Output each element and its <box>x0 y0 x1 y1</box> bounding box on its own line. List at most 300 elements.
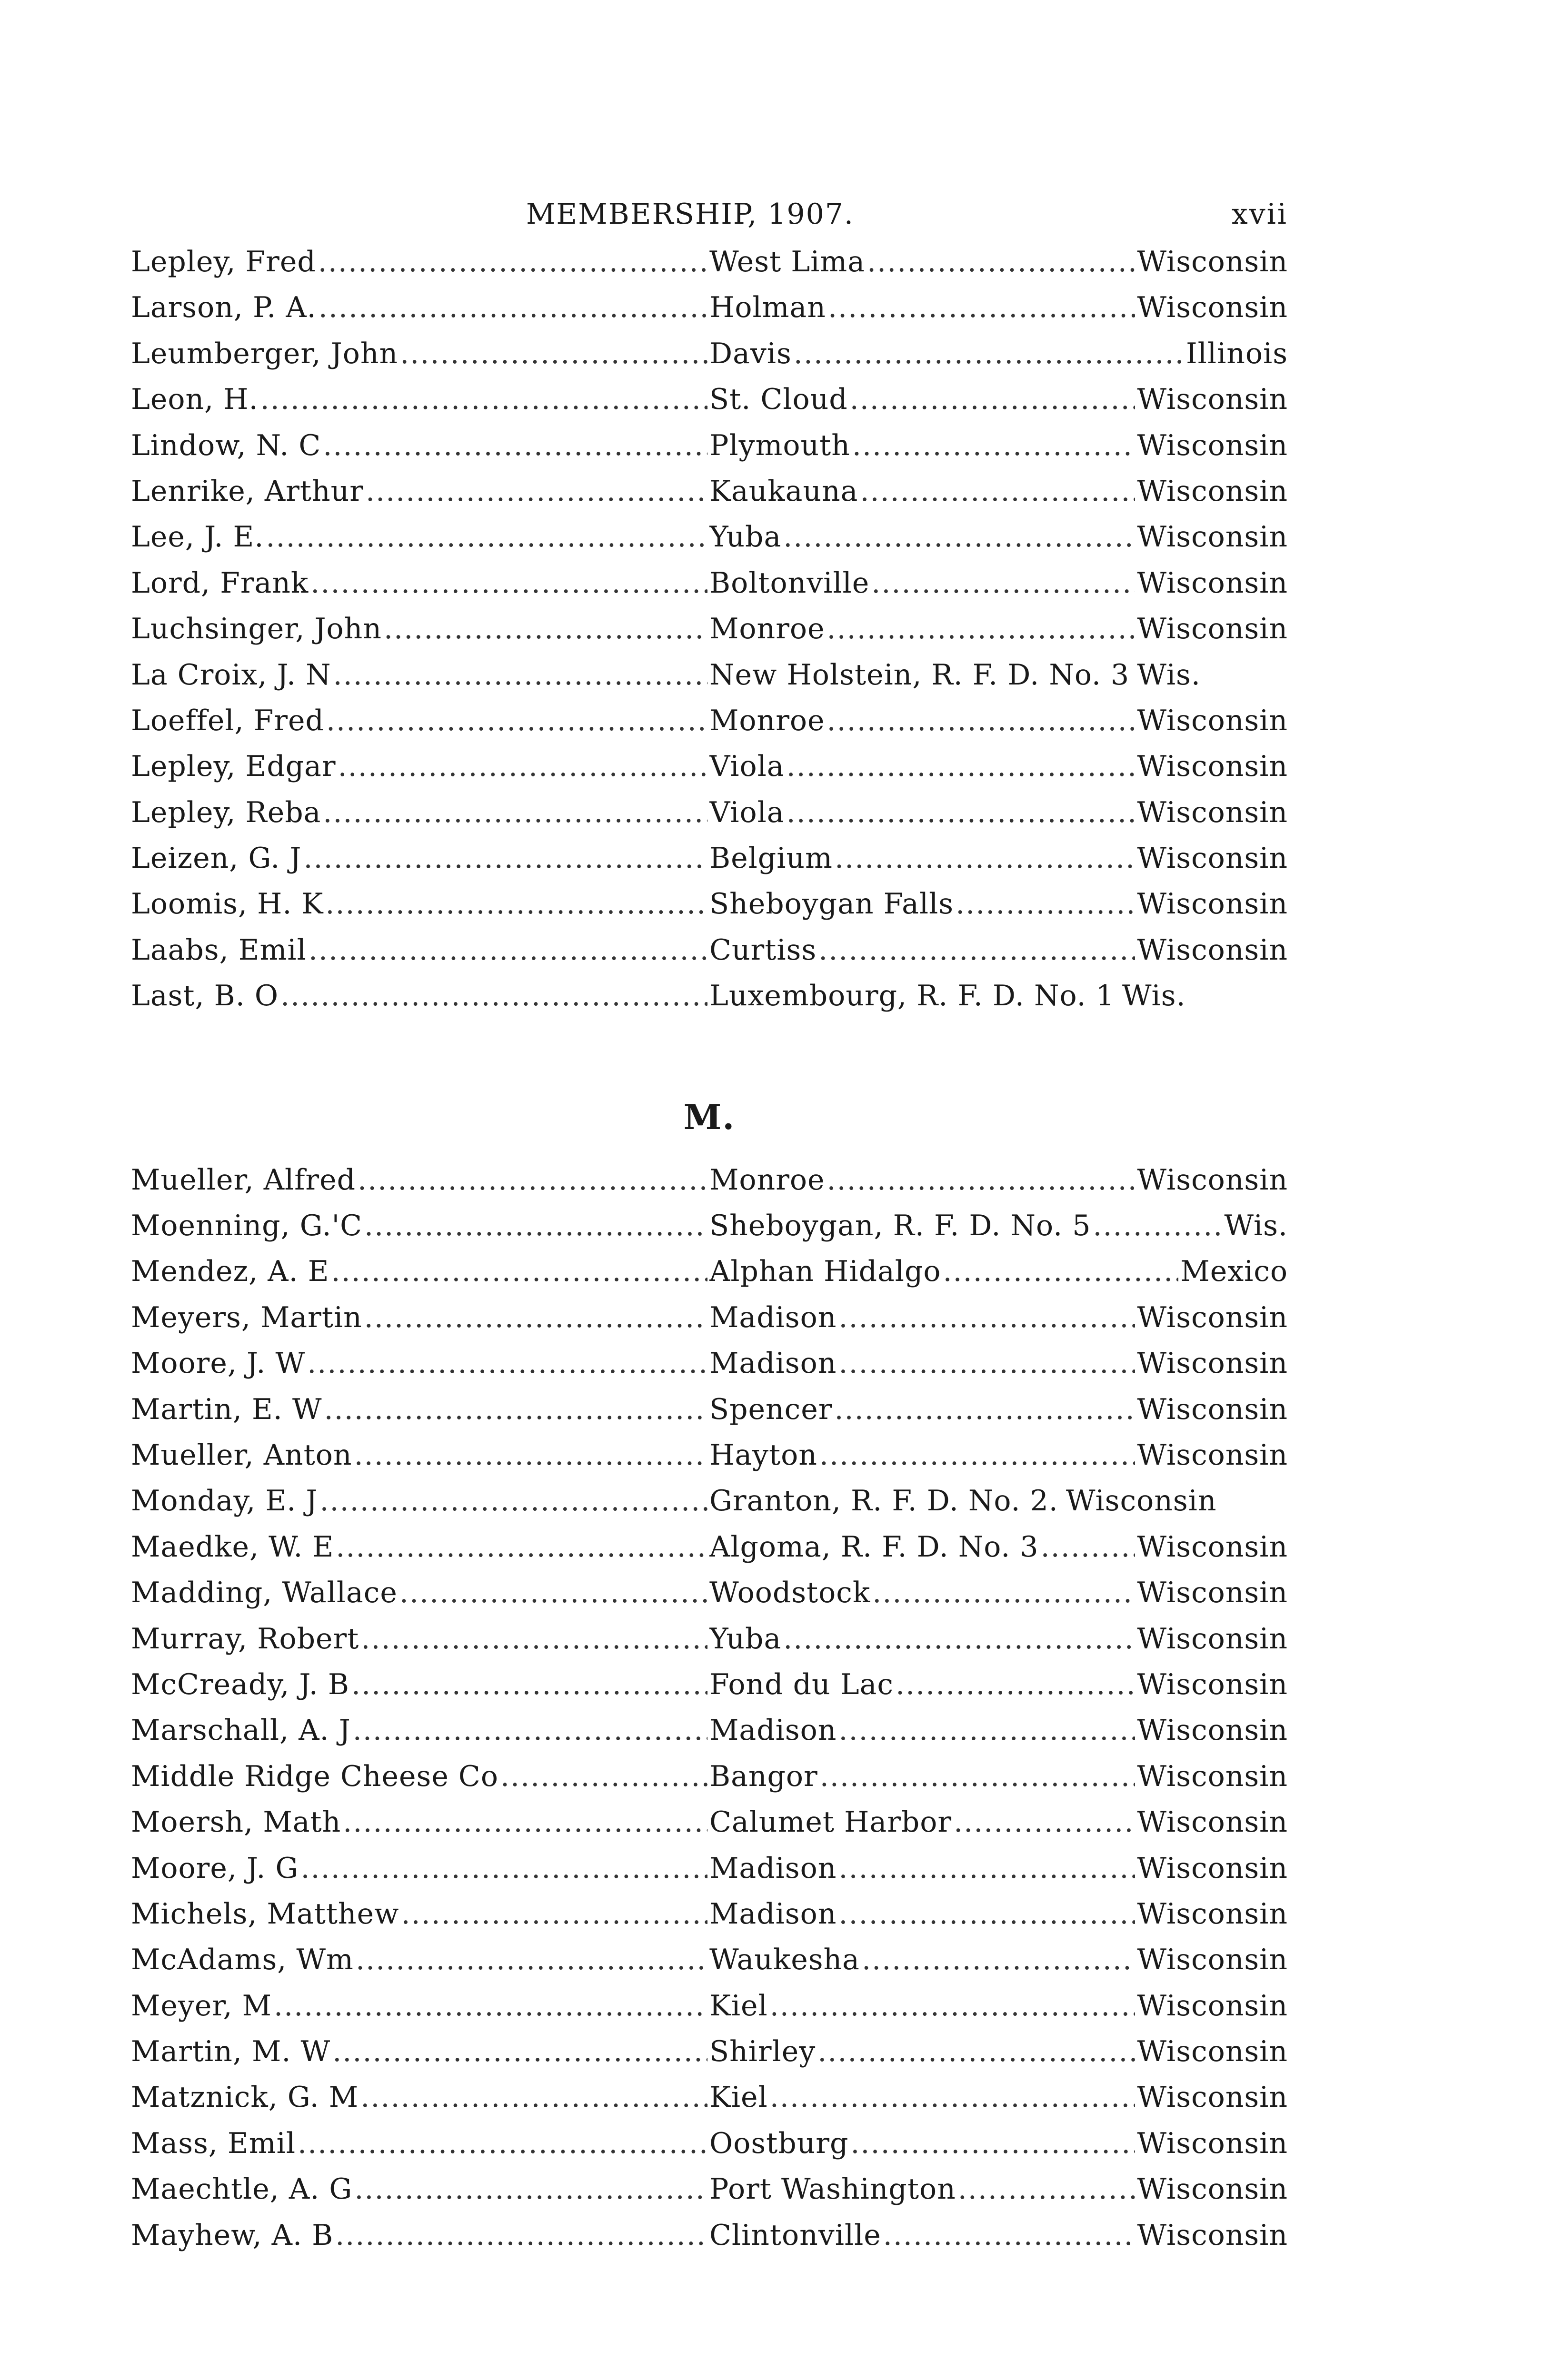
dot-leader <box>319 291 707 324</box>
member-town: Algoma, R. F. D. No. 3 <box>709 1530 1039 1564</box>
dot-leader <box>860 475 1135 508</box>
member-location-cell <box>709 1530 1288 1564</box>
member-location-cell <box>709 337 1288 370</box>
page-header <box>131 188 1288 245</box>
dot-leader <box>332 2035 707 2068</box>
member-state: Wisconsin <box>1137 1392 1288 1426</box>
dot-leader <box>783 520 1135 554</box>
member-state: Wisconsin <box>1137 383 1288 416</box>
member-name-cell <box>131 1805 709 1839</box>
member-town: Monroe <box>709 704 825 737</box>
member-row <box>131 2035 1288 2081</box>
member-name: Lindow, N. C <box>131 428 321 462</box>
member-name-cell <box>131 979 709 1012</box>
dot-leader <box>280 979 707 1012</box>
member-town: Calumet Harbor <box>709 1805 952 1839</box>
member-location-cell <box>709 245 1288 278</box>
member-name: McAdams, Wm <box>131 1943 354 1977</box>
member-row <box>131 658 1288 704</box>
member-name: Luchsinger, John <box>131 612 382 646</box>
dot-leader <box>838 1301 1135 1334</box>
member-location-cell <box>709 2172 1288 2206</box>
member-location-cell <box>709 1576 1288 1609</box>
member-name: Mueller, Alfred <box>131 1163 356 1197</box>
member-state: Wisconsin <box>1137 795 1288 829</box>
member-name-cell <box>131 2219 709 2252</box>
member-town: Madison <box>709 1714 837 1747</box>
member-location-cell <box>709 1989 1288 2023</box>
member-town: Boltonville <box>709 566 870 600</box>
member-name-cell <box>131 1989 709 2023</box>
section-l <box>131 245 1288 1025</box>
dot-leader <box>770 1989 1136 2023</box>
member-name-cell <box>131 1530 709 1564</box>
member-town: St. Cloud <box>709 383 848 416</box>
member-name-cell <box>131 1576 709 1609</box>
member-row <box>131 566 1288 612</box>
member-town: Granton, R. F. D. No. 2. <box>709 1484 1058 1518</box>
member-name-cell <box>131 704 709 737</box>
member-town: Luxembourg, R. F. D. No. 1 <box>709 979 1115 1013</box>
member-name: Lee, J. E. <box>131 520 264 554</box>
member-row <box>131 1622 1288 1668</box>
dot-leader <box>820 1760 1136 1793</box>
member-row <box>131 1897 1288 1943</box>
member-row <box>131 1347 1288 1392</box>
member-state: Wisconsin <box>1137 1163 1288 1197</box>
member-location-cell <box>709 383 1288 416</box>
dot-leader <box>787 796 1136 829</box>
member-state: Wisconsin <box>1137 1530 1288 1564</box>
member-name: Leizen, G. J <box>131 842 302 875</box>
member-town: Madison <box>709 1897 837 1931</box>
member-location-cell <box>709 520 1288 554</box>
member-town: Kaukauna <box>709 474 858 508</box>
member-row <box>131 612 1288 658</box>
member-name: Last, B. O <box>131 979 279 1013</box>
member-name-cell <box>131 658 709 692</box>
member-row <box>131 475 1288 520</box>
member-location-cell <box>709 1805 1288 1839</box>
dot-leader <box>838 1852 1135 1885</box>
member-name: Moore, J. W <box>131 1347 306 1380</box>
member-row <box>131 2081 1288 2126</box>
dot-leader <box>958 2172 1136 2206</box>
dot-leader <box>360 2081 707 2114</box>
member-state: Wisconsin <box>1137 2172 1288 2206</box>
member-name: Moenning, G.'C <box>131 1209 363 1243</box>
dot-leader <box>850 2127 1135 2160</box>
member-town: Kiel <box>709 2081 768 2114</box>
member-name-cell <box>131 1347 709 1380</box>
member-town: Madison <box>709 1851 837 1885</box>
dot-leader <box>323 796 707 829</box>
member-location-cell <box>709 1255 1288 1288</box>
dot-leader <box>335 2219 707 2252</box>
member-name-cell <box>131 1438 709 1472</box>
member-state: Wisconsin <box>1137 750 1288 783</box>
member-town: Woodstock <box>709 1576 871 1610</box>
dot-leader <box>956 887 1135 921</box>
member-location-cell <box>709 291 1288 324</box>
member-name: Michels, Matthew <box>131 1897 399 1931</box>
member-town: Monroe <box>709 1163 825 1197</box>
member-location-cell <box>709 1484 1288 1517</box>
member-name: Loeffel, Fred <box>131 704 324 737</box>
dot-leader <box>343 1805 707 1839</box>
member-state: Wisconsin <box>1137 474 1288 508</box>
member-name-cell <box>131 1668 709 1701</box>
member-name: Lepley, Reba <box>131 795 321 829</box>
dot-leader <box>828 291 1135 324</box>
member-town: Hayton <box>709 1438 817 1472</box>
member-town: West Lima <box>709 245 865 278</box>
member-name: Loomis, H. K <box>131 887 324 921</box>
dot-leader <box>852 429 1136 462</box>
member-location-cell <box>709 1209 1288 1242</box>
member-town: Oostburg <box>709 2126 849 2160</box>
member-state: Illinois <box>1185 337 1288 370</box>
member-name-cell <box>131 1209 709 1242</box>
member-location-cell <box>709 750 1288 783</box>
member-location-cell <box>709 933 1288 967</box>
member-state: Wisconsin <box>1137 1347 1288 1380</box>
member-name-cell <box>131 1897 709 1931</box>
dot-leader <box>307 1347 707 1380</box>
member-row <box>131 2219 1288 2264</box>
member-row <box>131 429 1288 475</box>
dot-leader <box>274 1989 707 2023</box>
member-state: Wisconsin <box>1137 1759 1288 1793</box>
member-name-cell <box>131 1622 709 1656</box>
member-town: Shirley <box>709 2035 816 2069</box>
dot-leader <box>819 1438 1136 1472</box>
member-name-cell <box>131 383 709 416</box>
section-heading: M. <box>683 1096 736 1137</box>
dot-leader <box>266 520 707 554</box>
member-name: Martin, E. W <box>131 1392 322 1426</box>
member-row <box>131 1209 1288 1255</box>
dot-leader <box>867 245 1135 278</box>
member-town: Sheboygan, R. F. D. No. 5 <box>709 1209 1091 1243</box>
member-name: Murray, Robert <box>131 1622 359 1656</box>
member-location-cell <box>709 1943 1288 1976</box>
dot-leader <box>336 1530 707 1564</box>
member-state: Wisconsin <box>1137 566 1288 600</box>
member-name: Marschall, A. J <box>131 1714 351 1747</box>
member-name-cell <box>131 1163 709 1197</box>
dot-leader <box>384 612 707 645</box>
member-location-cell <box>709 1622 1288 1656</box>
dot-leader <box>871 566 1135 600</box>
member-name-cell <box>131 429 709 462</box>
dot-leader <box>356 1943 707 1976</box>
member-state: Wisconsin <box>1137 2126 1288 2160</box>
member-town: Holman <box>709 291 826 325</box>
member-name-cell <box>131 842 709 875</box>
member-name: Monday, E. J <box>131 1484 318 1518</box>
dot-leader <box>361 1622 707 1656</box>
member-location-cell <box>709 1163 1288 1197</box>
dot-leader <box>770 2081 1136 2114</box>
member-state: Wisconsin <box>1137 887 1288 921</box>
member-name: Meyer, M <box>131 1989 272 2023</box>
member-name-cell <box>131 1484 709 1517</box>
member-state: Wisconsin <box>1137 933 1288 967</box>
dot-leader <box>783 1622 1135 1656</box>
member-row <box>131 1438 1288 1484</box>
dot-leader <box>333 658 707 692</box>
dot-leader <box>827 1163 1136 1197</box>
member-location-cell <box>709 658 1288 692</box>
member-state: Wis. <box>1122 979 1186 1013</box>
dot-leader <box>835 842 1135 875</box>
dot-leader <box>400 337 707 370</box>
member-name: Lenrike, Arthur <box>131 474 364 508</box>
member-row <box>131 1301 1288 1347</box>
member-row <box>131 1484 1288 1530</box>
dot-leader <box>883 2219 1136 2252</box>
member-name: Laabs, Emil <box>131 933 307 967</box>
member-name: Matznick, G. M <box>131 2081 359 2114</box>
member-town: Monroe <box>709 612 825 646</box>
member-name: Lepley, Edgar <box>131 750 336 783</box>
member-town: Davis <box>709 337 792 370</box>
member-row <box>131 383 1288 428</box>
member-state: Wisconsin <box>1137 291 1288 325</box>
member-name: Leon, H. <box>131 383 259 416</box>
member-name: Maedke, W. E <box>131 1530 334 1564</box>
dot-leader <box>834 1393 1135 1426</box>
member-state: Wisconsin <box>1137 842 1288 875</box>
member-state: Wisconsin <box>1137 1667 1288 1701</box>
dot-leader <box>872 1576 1135 1609</box>
member-row <box>131 1163 1288 1209</box>
member-name: Larson, P. A. <box>131 291 317 325</box>
member-state: Wisconsin <box>1137 1300 1288 1334</box>
member-row <box>131 1576 1288 1622</box>
member-name: Mueller, Anton <box>131 1438 352 1472</box>
member-row <box>131 796 1288 842</box>
dot-leader <box>896 1668 1135 1701</box>
member-state: Wisconsin <box>1137 428 1288 462</box>
member-name-cell <box>131 1943 709 1976</box>
dot-leader <box>862 1943 1135 1976</box>
member-location-cell <box>709 842 1288 875</box>
member-state: Wisconsin <box>1066 1484 1217 1518</box>
dot-leader <box>300 1852 707 1885</box>
member-town: Waukesha <box>709 1943 860 1977</box>
dot-leader <box>787 750 1136 783</box>
member-town: Viola <box>709 750 785 783</box>
dot-leader <box>364 1209 707 1242</box>
member-row <box>131 245 1288 291</box>
member-location-cell <box>709 2081 1288 2114</box>
member-location-cell <box>709 979 1288 1012</box>
dot-leader <box>943 1255 1178 1288</box>
member-town: Belgium <box>709 842 833 875</box>
dot-leader <box>1093 1209 1222 1242</box>
member-name-cell <box>131 475 709 508</box>
member-name-cell <box>131 1760 709 1793</box>
member-row <box>131 1805 1288 1851</box>
dot-leader <box>838 1897 1135 1931</box>
member-location-cell <box>709 1668 1288 1701</box>
member-name: Lord, Frank <box>131 566 309 600</box>
dot-leader <box>358 1163 707 1197</box>
dot-leader <box>309 933 707 967</box>
member-row <box>131 887 1288 933</box>
member-town: Madison <box>709 1300 837 1334</box>
dot-leader <box>364 1301 707 1334</box>
dot-leader <box>338 750 707 783</box>
member-state: Wisconsin <box>1137 245 1288 278</box>
member-state: Wisconsin <box>1137 1851 1288 1885</box>
member-state: Wisconsin <box>1137 1943 1288 1977</box>
member-town: Port Washington <box>709 2172 956 2206</box>
member-row <box>131 520 1288 566</box>
member-name-cell <box>131 566 709 600</box>
dot-leader <box>850 383 1136 416</box>
member-row <box>131 842 1288 887</box>
member-town: Bangor <box>709 1759 818 1793</box>
member-state: Wis. <box>1137 658 1201 692</box>
member-name-cell <box>131 1714 709 1747</box>
member-town: Spencer <box>709 1392 833 1426</box>
dot-leader <box>303 842 707 875</box>
member-town: Kiel <box>709 1989 768 2023</box>
member-name-cell <box>131 291 709 324</box>
member-location-cell <box>709 1714 1288 1747</box>
dot-leader <box>319 1484 707 1517</box>
member-row <box>131 979 1288 1025</box>
member-name-cell <box>131 1301 709 1334</box>
member-name: Meyers, Martin <box>131 1300 362 1334</box>
member-location-cell <box>709 796 1288 829</box>
member-location-cell <box>709 2219 1288 2252</box>
member-location-cell <box>709 704 1288 737</box>
member-row <box>131 291 1288 337</box>
member-town: Madison <box>709 1347 837 1380</box>
member-state: Wisconsin <box>1137 520 1288 554</box>
member-row <box>131 2172 1288 2218</box>
dot-leader <box>323 429 707 462</box>
member-name: Madding, Wallace <box>131 1576 398 1610</box>
dot-leader <box>500 1760 707 1793</box>
dot-leader <box>1041 1530 1136 1564</box>
member-location-cell <box>709 475 1288 508</box>
page-title: MEMBERSHIP, 1907. <box>526 198 854 231</box>
member-row <box>131 933 1288 979</box>
member-location-cell <box>709 1438 1288 1472</box>
dot-leader <box>401 1897 707 1931</box>
member-name-cell <box>131 520 709 554</box>
member-town: Viola <box>709 795 785 829</box>
dot-leader <box>817 2035 1135 2068</box>
member-name-cell <box>131 2081 709 2114</box>
member-name: Martin, M. W <box>131 2035 331 2069</box>
member-location-cell <box>709 1852 1288 1885</box>
member-location-cell <box>709 1301 1288 1334</box>
member-row <box>131 1943 1288 1989</box>
member-town: Yuba <box>709 520 782 554</box>
member-town: Curtiss <box>709 933 817 967</box>
dot-leader <box>954 1805 1135 1839</box>
member-name-cell <box>131 933 709 967</box>
dot-leader <box>324 1393 707 1426</box>
member-location-cell <box>709 429 1288 462</box>
member-name: Maechtle, A. G <box>131 2172 353 2206</box>
section-m <box>131 1025 1288 2264</box>
dot-leader <box>366 475 707 508</box>
member-state: Wisconsin <box>1137 1805 1288 1839</box>
dot-leader <box>354 2172 707 2206</box>
dot-leader <box>260 383 707 416</box>
member-name: Lepley, Fred <box>131 245 316 278</box>
dot-leader <box>331 1255 707 1288</box>
dot-leader <box>399 1576 707 1609</box>
member-row <box>131 1255 1288 1300</box>
member-state: Wis. <box>1224 1209 1288 1243</box>
dot-leader <box>838 1714 1135 1747</box>
member-name: Leumberger, John <box>131 337 398 370</box>
member-state: Wisconsin <box>1137 1438 1288 1472</box>
dot-leader <box>838 1347 1135 1380</box>
member-name-cell <box>131 750 709 783</box>
member-name: Mendez, A. E <box>131 1255 329 1289</box>
member-row <box>131 2127 1288 2172</box>
member-name-cell <box>131 1393 709 1426</box>
member-name-cell <box>131 796 709 829</box>
member-name-cell <box>131 1852 709 1885</box>
member-name-cell <box>131 2035 709 2068</box>
member-location-cell <box>709 2127 1288 2160</box>
member-town: Sheboygan Falls <box>709 887 954 921</box>
member-row <box>131 1393 1288 1438</box>
member-state: Wisconsin <box>1137 704 1288 737</box>
member-row <box>131 1668 1288 1714</box>
membership-list <box>131 245 1288 2264</box>
member-name: Middle Ridge Cheese Co <box>131 1759 498 1793</box>
member-name: Mass, Emil <box>131 2126 296 2160</box>
member-town: Clintonville <box>709 2218 881 2252</box>
member-state: Wisconsin <box>1137 1622 1288 1656</box>
dot-leader <box>353 1714 707 1747</box>
dot-leader <box>794 337 1184 370</box>
member-town: Yuba <box>709 1622 782 1656</box>
member-row <box>131 704 1288 750</box>
member-state: Wisconsin <box>1137 2081 1288 2114</box>
member-location-cell <box>709 887 1288 921</box>
member-location-cell <box>709 612 1288 645</box>
member-town: Fond du Lac <box>709 1667 894 1701</box>
member-name-cell <box>131 1255 709 1288</box>
member-state: Wisconsin <box>1137 1714 1288 1747</box>
page-number: xvii <box>1231 198 1288 231</box>
member-name-cell <box>131 887 709 921</box>
membership-page <box>131 188 1288 2264</box>
member-row <box>131 1989 1288 2035</box>
member-state: Wisconsin <box>1137 1989 1288 2023</box>
member-row <box>131 1530 1288 1576</box>
member-name: Mayhew, A. B <box>131 2218 334 2252</box>
dot-leader <box>318 245 707 278</box>
member-location-cell <box>709 1393 1288 1426</box>
member-row <box>131 1714 1288 1759</box>
member-row <box>131 1852 1288 1897</box>
member-row <box>131 337 1288 383</box>
member-name-cell <box>131 612 709 645</box>
